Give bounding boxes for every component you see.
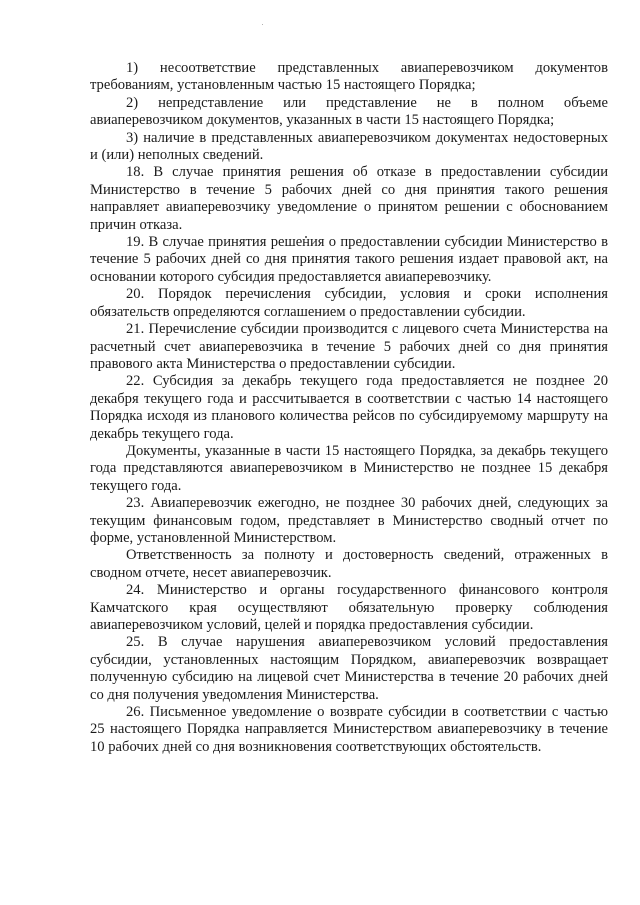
paragraph-20: 20. Порядок перечисления субсидии, условия и сроки исполнения обязательств определяются соглашением о предоставлении субсидии. (90, 286, 608, 320)
paragraph-18: 18. В случае принятия решения об отказе в предоставлении субсидии Министерство в течение 5 рабочих дней со дня принятия такого решения направляет авиаперевозчику уведомление о принятом решении с обоснованием причин отказа. (90, 164, 608, 233)
paragraph-23-responsibility: Ответственность за полноту и достоверность сведений, отраженных в сводном отчете, несет авиаперевозчик. (90, 547, 608, 581)
paragraph-24: 24. Министерство и органы государственного финансового контроля Камчатского края осуществляют обязательную проверку соблюдения авиаперевозчиком условий, целей и порядка предоставления субсидии. (90, 582, 608, 633)
paragraph-condition-1: 1) несоответствие представленных авиаперевозчиком документов требованиям, установленным частью 15 настоящего Порядка; (90, 60, 608, 94)
paragraph-25: 25. В случае нарушения авиаперевозчиком условий предоставления субсидии, установленных настоящим Порядком, авиаперевозчик возвращает полученную субсидию на лицевой счет Министерства в течение 20 рабочих дней со дня получения уведомления Министерства. (90, 634, 608, 703)
paragraph-22-documents: Документы, указанные в части 15 настоящего Порядка, за декабрь текущего года представляются авиаперевозчиком в Министерство не позднее 15 декабря текущего года. (90, 442, 608, 494)
document-body (90, 60, 608, 756)
paragraph-26: 26. Письменное уведомление о возврате субсидии в соответствии с частью 25 настоящего Порядка направляется Министерством авиаперевозчику в течение 10 рабочих дней со дня возникновения соответствующих обстоятельств. (90, 704, 608, 755)
paragraph-21: 21. Перечисление субсидии производится с лицевого счета Министерства на расчетный счет авиаперевозчика в течение 5 рабочих дней со дня принятия правового акта Министерства о предоставлении субсидии. (90, 321, 608, 372)
paragraph-condition-3: 3) наличие в представленных авиаперевозчиком документах недостоверных и (или) неполных сведений. (90, 129, 608, 164)
paragraph-22: 22. Субсидия за декабрь текущего года предоставляется не позднее 20 декабря текущего года и рассчитывается в соответствии с частью 14 настоящего Порядка исходя из планового количества рейсов по субсидируемому маршруту на декабрь текущего года. (90, 373, 608, 442)
paragraph-19: 19. В случае принятия решения о предоставлении субсидии Министерство в течение 5 рабочих дней со дня принятия такого решения издает правовой акт, на основании которого субсидия предоставляется авиаперевозчику. (90, 234, 608, 285)
scan-speck (262, 24, 263, 25)
paragraph-condition-2: 2) непредставление или представление не в полном объеме авиаперевозчиком документов, указанных в части 15 настоящего Порядка; (90, 94, 608, 129)
paragraph-23: 23. Авиаперевозчик ежегодно, не позднее 30 рабочих дней, следующих за текущим финансовым годом, представляет в Министерство сводный отчет по форме, установленной Министерством. (90, 495, 608, 546)
